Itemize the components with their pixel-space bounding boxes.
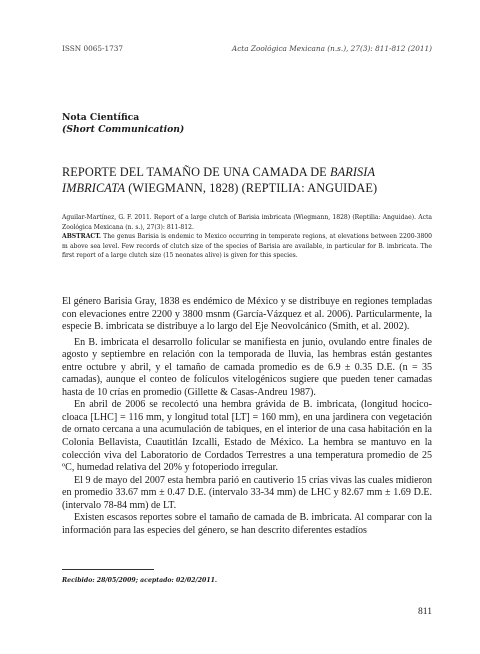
article-body (62, 296, 432, 537)
footnote: Recibido: 28/05/2009; aceptado: 02/02/2011. (62, 577, 218, 584)
page-number: 811 (417, 606, 432, 617)
running-head (62, 44, 432, 53)
abstract-text: The genus Barisia is endemic to Mexico occurring in temperate regions, at elevations between 2200-3800 m above sea level. Few records of clutch size of the species of Barisia are available, in particular for B. imbricata. The first report of a large clutch size (15 neonates alive) is given for this species. (62, 233, 432, 260)
title-species: BARISIA IMBRICATA (62, 165, 375, 195)
citation: Aguilar-Martínez, G. F. 2011. Report of a large clutch of Barisia imbricata (Wiegmann, 1828) (Reptilia: Anguidae). Acta Zoológica Mexicana (n. s.), 27(3): 811-812. (62, 214, 432, 231)
title-part-1: REPORTE DEL TAMAÑO DE UNA CAMADA DE (62, 165, 330, 179)
body-paragraph-4: El 9 de mayo del 2007 esta hembra parió en cautiverio 15 crías vivas las cuales midieron en promedio 33.67 mm ± 0.47 D.E. (intervalo 33-34 mm) de LHC y 82.67 mm ± 1.69 D.E. (intervalo 78-84 mm) de LT. (62, 474, 432, 511)
section-label (62, 112, 184, 136)
abstract (62, 232, 432, 261)
body-paragraph-3: En abril de 2006 se recolectó una hembra grávida de B. imbricata, (longitud hocico-cloaca [LHC] = 116 mm, y longitud total [LT] = 160 mm), en una jardinera con vegetación de ornato cercana a una acumulación de tabiques, en el interior de una casa habitación en la Colonia Bellavista, Cuautitlán Izcalli, Estado de México. La hembra se mantuvo en la colección viva del Laboratorio de Cordados Terrestres a una temperatura promedio de 25 ºC, humedad relativa del 20% y fotoperiodo irregular. (62, 399, 432, 474)
footnote-divider (62, 569, 154, 570)
abstract-block (62, 213, 432, 261)
body-paragraph-5: Existen escasos reportes sobre el tamaño de camada de B. imbricata. Al comparar con la información para las especies del género, se han descrito diferentes estadíos (62, 512, 432, 536)
abstract-label: ABSTRACT. (62, 233, 102, 241)
article-title (62, 164, 432, 196)
section-type: Nota Científica (62, 112, 140, 123)
body-paragraph-2: En B. imbricata el desarrollo folicular se manifiesta en junio, ovulando entre finales de agosto y septiembre en relación con la temporada de lluvia, las hembras están gestantes entre octubre y abril, y el tamaño de camada promedio es de 6.9 ± 0.35 D.E. (n = 35 camadas), aunque el conteo de folículos vitelogénicos sugiere que pueden tener camadas hasta de 10 crías en promedio (Gillette & Casas-Andreu 1987). (62, 336, 432, 398)
section-type-english: (Short Communication) (62, 124, 185, 135)
title-part-2: (WIEGMANN, 1828) (REPTILIA: ANGUIDAE) (125, 181, 378, 195)
issn-text: ISSN 0065-1737 (62, 44, 124, 53)
body-paragraph-1: El género Barisia Gray, 1838 es endémico de México y se distribuye en regiones templadas con elevaciones entre 2200 y 3800 msnm (García-Vázquez et al. 2006). Particularmente, la especie B. imbricata se distribuye a lo largo del Eje Neovolcánico (Smith, et al. 2002). (62, 296, 432, 333)
journal-citation: Acta Zoológica Mexicana (n.s.), 27(3): 811-812 (2011) (231, 44, 432, 53)
